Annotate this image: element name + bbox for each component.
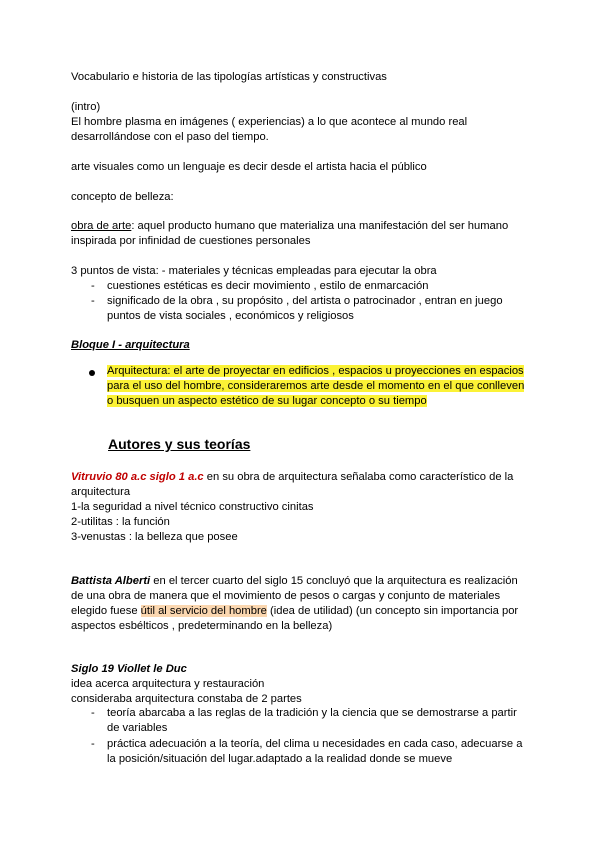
bullet-dot-icon [89, 370, 95, 376]
intro-label: (intro) [71, 101, 101, 113]
alberti-line-4: aspectos esbélticos , predeterminando en la belleza) [71, 620, 333, 632]
dash-bullet: - [91, 738, 95, 750]
alberti-name: Battista Alberti [71, 575, 151, 587]
alberti-line-1: Battista Alberti en el tercer cuarto del siglo 15 concluyó que la arquitectura es realización [71, 575, 518, 587]
puntos-item-2: significado de la obra , su propósito , del artista o patrocinador , entran en juego [107, 295, 503, 307]
dash-bullet: - [91, 295, 95, 307]
viollet-line-1: idea acerca arquitectura y restauración [71, 678, 265, 690]
obra-de-arte-definition: : aquel producto humano que materializa una manifestación del ser humano [131, 220, 509, 232]
alberti-line-2: de una obra de manera que el movimiento de pesos o cargas y conjunto de materiales [71, 590, 501, 602]
puntos-item-1: cuestiones estéticas es decir movimiento , estilo de enmarcación [107, 280, 429, 292]
vitruvio-line-2: arquitectura [71, 486, 131, 498]
puntos-item-2-cont: puntos de vista sociales , económicos y religiosos [107, 310, 354, 322]
vitruvio-name: Vitruvio 80 a.c siglo 1 a.c [71, 471, 204, 483]
obra-de-arte-line [71, 219, 508, 234]
bloque-heading: Bloque I - arquitectura [71, 339, 190, 351]
bloque-bullet-line-1: Arquitectura: el arte de proyectar en edificios , espacios u proyecciones en espacios [107, 365, 524, 377]
bloque-bullet-line-3: o busquen un aspecto estético de su lugar concepto o su tiempo [107, 395, 427, 407]
obra-de-arte-term: obra de arte [71, 220, 132, 232]
vitruvio-line-1: Vitruvio 80 a.c siglo 1 a.c en su obra de arquitectura señalaba como característico de la [71, 471, 514, 483]
vitruvio-item-1: 1-la seguridad a nivel técnico constructivo cinitas [71, 501, 314, 513]
viollet-item-2: práctica adecuación a la teoría, del clima u necesidades en cada caso, adecuarse a [107, 738, 523, 750]
bloque-bullet-line-2: para el uso del hombre, consideraremos arte desde el momento en el que conlleven [107, 380, 525, 392]
alberti-line-3: elegido fuese útil al servicio del hombre (idea de utilidad) (un concepto sin importancia por [71, 605, 519, 617]
dash-bullet: - [91, 280, 95, 292]
arte-visuales-text: arte visuales como un lenguaje es decir desde el artista hacia el público [71, 161, 427, 173]
vitruvio-item-2: 2-utilitas : la función [71, 516, 170, 528]
puntos-de-vista-intro: 3 puntos de vista: - materiales y técnicas empleadas para ejecutar la obra [71, 265, 437, 277]
obra-de-arte-line-2: inspirada por infinidad de cuestiones personales [71, 235, 311, 247]
viollet-item-1-cont: de variables [107, 722, 168, 734]
viollet-heading: Siglo 19 Viollet le Duc [71, 663, 187, 675]
autores-heading: Autores y sus teorías [108, 436, 251, 452]
dash-bullet: - [91, 707, 95, 719]
viollet-item-1: teoría abarcaba a las reglas de la tradición y la ciencia que se demostrarse a partir [107, 707, 517, 719]
highlight-util: útil al servicio del hombre [140, 605, 267, 617]
viollet-line-2: consideraba arquitectura constaba de 2 partes [71, 693, 302, 705]
vitruvio-item-3: 3-venustas : la belleza que posee [71, 531, 238, 543]
intro-line-1: El hombre plasma en imágenes ( experiencias) a lo que acontece al mundo real [71, 116, 468, 128]
viollet-item-2-cont: la posición/situación del lugar.adaptado a la realidad donde se mueve [107, 753, 453, 765]
intro-line-2: desarrollándose con el paso del tiempo. [71, 131, 269, 143]
document-title: Vocabulario e historia de las tipologías artísticas y constructivas [71, 71, 387, 83]
concepto-belleza-text: concepto de belleza: [71, 191, 174, 203]
